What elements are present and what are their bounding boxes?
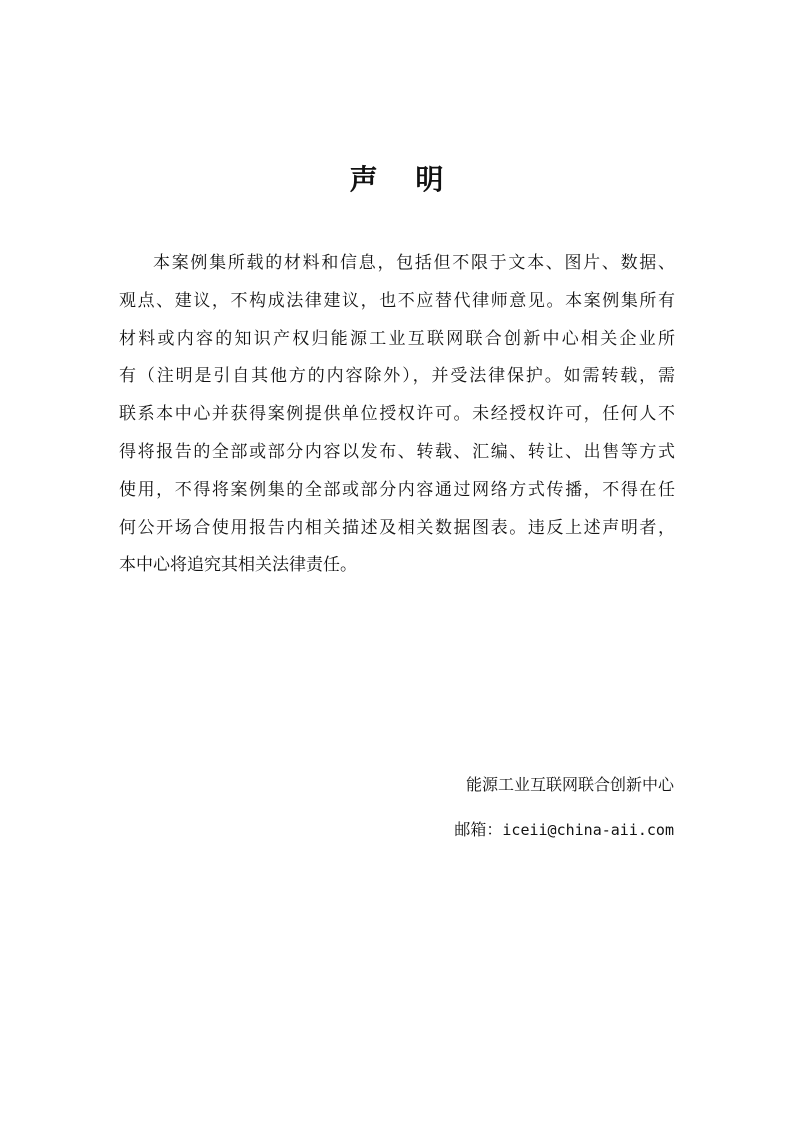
contact-email (360, 817, 674, 840)
paragraph-line: 有（注明是引自其他方的内容除外），并受法律保护。如需转载，需 (119, 366, 675, 387)
paragraph-line: 使用，不得将案例集的全部或部分内容通过网络方式传播，不得在任 (119, 479, 675, 500)
paragraph-line: 观点、建议，不构成法律建议，也不应替代律师意见。本案例集所有 (119, 290, 675, 311)
paragraph-line: 得将报告的全部或部分内容以发布、转载、汇编、转让、出售等方式 (119, 441, 675, 462)
page-title: 声 明 (349, 163, 458, 196)
disclaimer-paragraph (119, 245, 675, 585)
paragraph-line: 本中心将追究其相关法律责任。 (119, 555, 357, 576)
paragraph-line: 联系本中心并获得案例提供单位授权许可。未经授权许可，任何人不 (119, 404, 675, 425)
email-address[interactable]: iceii@china-aii.com (502, 821, 674, 839)
email-label: 邮箱： (454, 820, 503, 839)
organization-name: 能源工业互联网联合创新中心 (465, 775, 674, 794)
paragraph-line: 材料或内容的知识产权归能源工业互联网联合创新中心相关企业所 (119, 328, 675, 349)
paragraph-line: 本案例集所载的材料和信息，包括但不限于文本、图片、数据、 (153, 253, 675, 273)
paragraph-line: 何公开场合使用报告内相关描述及相关数据图表。违反上述声明者， (119, 517, 675, 538)
